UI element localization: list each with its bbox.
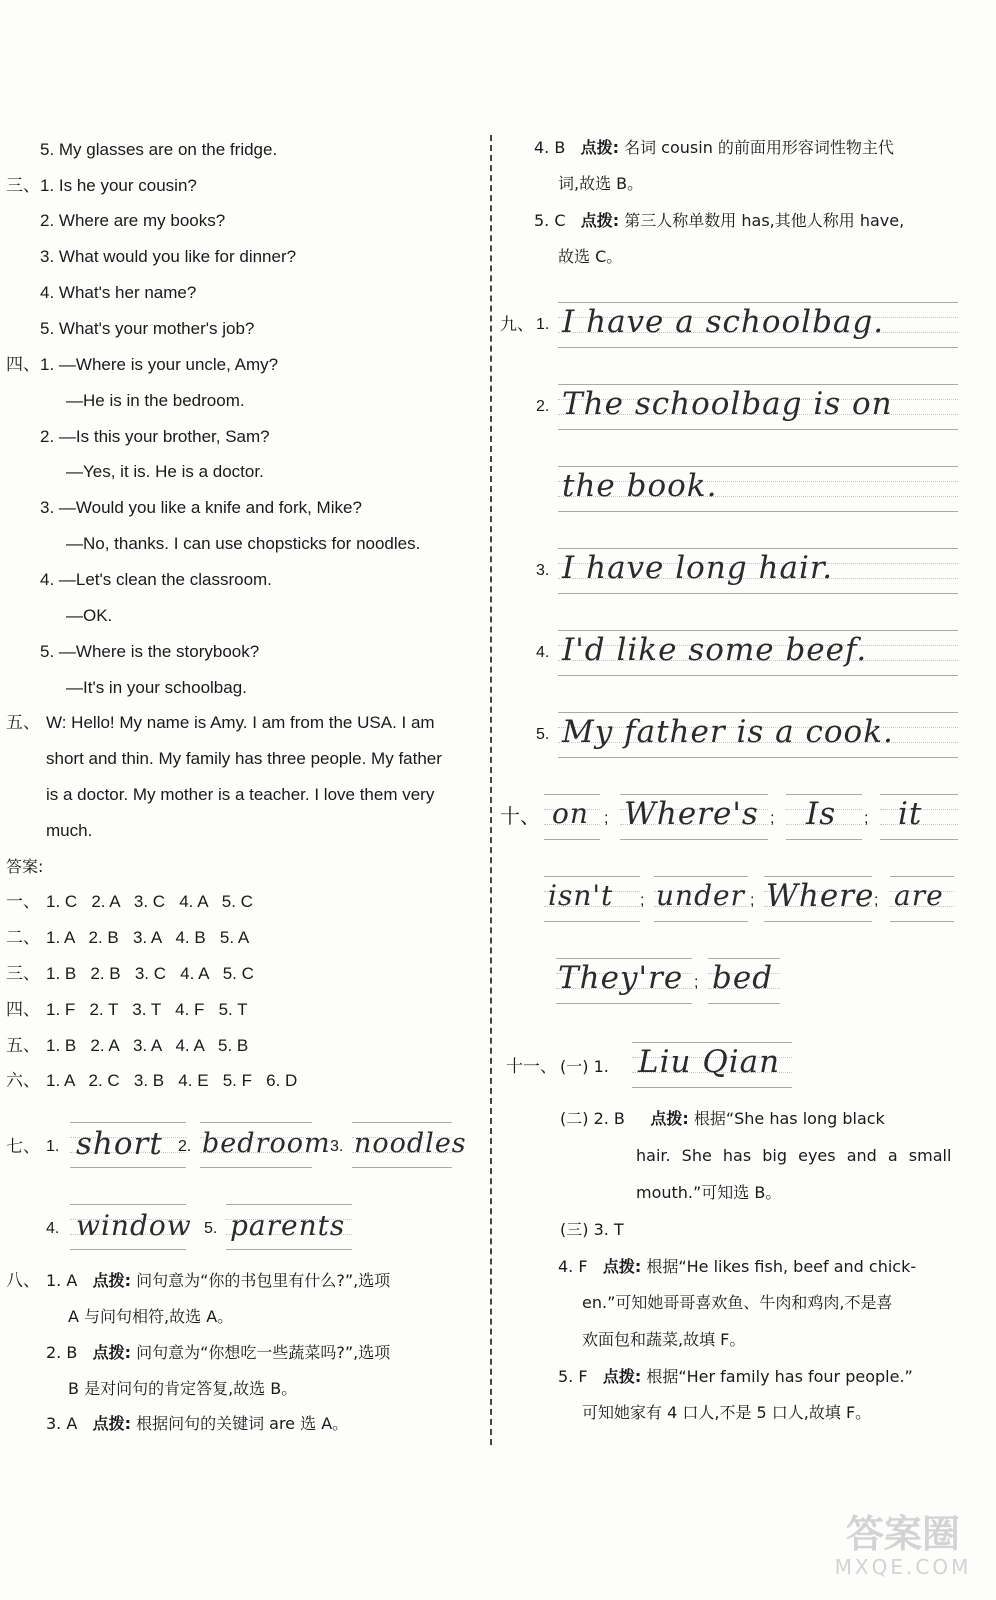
sec11-part-3: (三) 3. T xyxy=(560,1220,624,1239)
answer-row-1: 1. C 2. A 3. C 4. A 5. C xyxy=(46,892,253,911)
sec9-num: 2. xyxy=(536,398,550,415)
sec10-word: isn't xyxy=(548,879,614,912)
sec10-word: under xyxy=(656,879,745,912)
sec4-line: —No, thanks. I can use chopsticks for noodles. xyxy=(66,534,421,553)
sec11-part-2-line2: hair. She has big eyes and a small xyxy=(636,1146,952,1165)
item-head: 3. A xyxy=(46,1414,78,1433)
section-8-marker: 八、 xyxy=(6,1271,40,1290)
tip-body: 名词 cousin 的前面用形容词性物主代 xyxy=(624,138,894,157)
semicolon: ; xyxy=(874,892,879,909)
sec4-line: 2. —Is this your brother, Sam? xyxy=(40,427,270,446)
item-head: 4. B xyxy=(534,138,566,157)
sec9-sentence: My father is a cook. xyxy=(562,714,894,750)
sec8-item-1 xyxy=(46,1270,390,1292)
section-9-marker: 九、 xyxy=(500,315,534,334)
semicolon: ; xyxy=(640,892,645,909)
sec8-item-1-cont: A 与问句相符,故选 A。 xyxy=(68,1307,234,1326)
section-5-marker: 五、 xyxy=(6,713,40,732)
column-divider xyxy=(490,135,492,1445)
watermark-url: MXQE.COM xyxy=(834,1555,972,1579)
answer-row-2-marker: 二、 xyxy=(6,928,40,947)
tip-body: 根据问句的关键词 are 选 A。 xyxy=(136,1414,349,1433)
sec7-num: 1. xyxy=(46,1138,60,1155)
sec8-item-4 xyxy=(534,137,894,159)
sec3-item-1: 1. Is he your cousin? xyxy=(40,176,197,195)
tip-label: 点拨: xyxy=(92,1271,131,1290)
item-head: 4. F xyxy=(558,1257,588,1276)
sec11-part-2-line3: mouth.”可知选 B。 xyxy=(636,1183,782,1202)
sec8-item-5-cont: 故选 C。 xyxy=(558,247,623,266)
sec10-word: on xyxy=(552,797,589,830)
sec4-line: —Yes, it is. He is a doctor. xyxy=(66,462,264,481)
semicolon: ; xyxy=(864,810,869,827)
watermark-title: 答案圈 xyxy=(845,1512,960,1556)
tip-body: 问句意为“你的书包里有什么?”,选项 xyxy=(136,1271,391,1290)
tip-label: 点拨: xyxy=(602,1257,642,1276)
sec10-word: Where's xyxy=(624,796,759,832)
sec4-line: —It's in your schoolbag. xyxy=(66,678,247,697)
tip-body: 根据“He likes fish, beef and chick- xyxy=(646,1257,917,1276)
sec11-part-2 xyxy=(560,1108,885,1130)
section-3-marker: 三、 xyxy=(6,176,40,195)
sec11-part-1-label: (一) 1. xyxy=(560,1057,609,1076)
answer-row-6-marker: 六、 xyxy=(6,1071,40,1090)
sec9-num: 5. xyxy=(536,726,550,743)
sec7-num: 4. xyxy=(46,1220,60,1237)
sec11-item-4-line2: en.”可知她哥哥喜欢鱼、牛肉和鸡肉,不是喜 xyxy=(582,1293,893,1312)
sec10-word: are xyxy=(894,879,944,912)
tip-label: 点拨: xyxy=(580,138,619,157)
sec9-sentence: I have long hair. xyxy=(562,550,834,586)
sec10-word: Where xyxy=(766,878,875,914)
sec4-line: —He is in the bedroom. xyxy=(66,391,245,410)
sec7-num: 3. xyxy=(330,1138,344,1155)
sec10-word: it xyxy=(898,796,923,832)
sec7-num: 5. xyxy=(204,1220,218,1237)
item-head: 5. F xyxy=(558,1367,588,1386)
sec5-text-line: is a doctor. My mother is a teacher. I love them very xyxy=(46,785,435,804)
answer-row-2: 1. A 2. B 3. A 4. B 5. A xyxy=(46,928,250,947)
sec9-sentence: I'd like some beef. xyxy=(562,632,868,668)
section-7-marker: 七、 xyxy=(6,1137,40,1156)
sec8-item-2 xyxy=(46,1342,390,1364)
sec9-sentence: I have a schoolbag. xyxy=(562,304,885,340)
sec4-line: 5. —Where is the storybook? xyxy=(40,642,260,661)
sec3-item-2: 2. Where are my books? xyxy=(40,211,226,230)
sec7-word: short xyxy=(76,1126,163,1162)
answer-row-6: 1. A 2. C 3. B 4. E 5. F 6. D xyxy=(46,1071,298,1090)
item-head: 2. B xyxy=(46,1343,78,1362)
tip-label: 点拨: xyxy=(650,1109,689,1128)
tip-body: 问句意为“你想吃一些蔬菜吗?”,选项 xyxy=(136,1343,391,1362)
sec10-word: bed xyxy=(712,960,774,996)
section-11-marker: 十一、 xyxy=(506,1057,557,1076)
sec8-item-3 xyxy=(46,1413,348,1435)
answer-row-4-marker: 四、 xyxy=(6,1000,40,1019)
sec10-word: They're xyxy=(558,960,684,996)
item-head: 1. A xyxy=(46,1271,78,1290)
tip-label: 点拨: xyxy=(602,1367,642,1386)
tip-label: 点拨: xyxy=(92,1414,131,1433)
answer-row-1-marker: 一、 xyxy=(6,892,40,911)
sec4-line: 4. —Let's clean the classroom. xyxy=(40,570,272,589)
sec3-item-3: 3. What would you like for dinner? xyxy=(40,247,297,266)
sec11-item-4 xyxy=(558,1256,916,1278)
semicolon: ; xyxy=(770,810,775,827)
sec2-item-5: 5. My glasses are on the fridge. xyxy=(40,140,278,159)
tip-label: 点拨: xyxy=(92,1343,131,1362)
sec4-line: 1. —Where is your uncle, Amy? xyxy=(40,355,279,374)
sec3-item-4: 4. What's her name? xyxy=(40,283,197,302)
sec11-item-4-line3: 欢面包和蔬菜,故填 F。 xyxy=(582,1330,746,1349)
sec7-word: noodles xyxy=(354,1128,467,1159)
sec9-num: 1. xyxy=(536,316,550,333)
sec3-item-5: 5. What's your mother's job? xyxy=(40,319,255,338)
sec11-item-5 xyxy=(558,1366,913,1388)
sec8-item-5 xyxy=(534,210,904,232)
answer-row-3-marker: 三、 xyxy=(6,964,40,983)
sec5-text-line: W: Hello! My name is Amy. I am from the USA. I am xyxy=(46,713,435,732)
section-10-marker: 十、 xyxy=(500,806,540,828)
answer-row-3: 1. B 2. B 3. C 4. A 5. C xyxy=(46,964,254,983)
sec10-word: Is xyxy=(806,796,837,832)
sec7-num: 2. xyxy=(178,1138,192,1155)
item-head: (二) 2. B xyxy=(560,1109,625,1128)
item-head: 5. C xyxy=(534,211,566,230)
answer-row-4: 1. F 2. T 3. T 4. F 5. T xyxy=(46,1000,248,1019)
watermark-logo xyxy=(828,1512,978,1582)
answer-label: 答案: xyxy=(6,857,44,876)
sec7-word: window xyxy=(76,1209,192,1242)
tip-body: 根据“She has long black xyxy=(693,1109,885,1128)
sec9-sentence: the book. xyxy=(562,468,718,504)
answer-row-5: 1. B 2. A 3. A 4. A 5. B xyxy=(46,1036,249,1055)
sec9-num: 4. xyxy=(536,644,550,661)
sec7-word: parents xyxy=(230,1209,346,1242)
sec8-item-4-cont: 词,故选 B。 xyxy=(558,174,644,193)
answer-row-5-marker: 五、 xyxy=(6,1036,40,1055)
tip-body: 第三人称单数用 has,其他人称用 have, xyxy=(624,211,905,230)
tip-body: 根据“Her family has four people.” xyxy=(646,1367,913,1386)
sec5-text-line: short and thin. My family has three people. My father xyxy=(46,749,442,768)
sec5-text-line: much. xyxy=(46,821,93,840)
sec11-item-5-line2: 可知她家有 4 口人,不是 5 口人,故填 F。 xyxy=(582,1403,872,1422)
sec9-sentence: The schoolbag is on xyxy=(562,386,893,422)
semicolon: ; xyxy=(604,810,609,827)
sec4-line: 3. —Would you like a knife and fork, Mike? xyxy=(40,498,362,517)
sec9-num: 3. xyxy=(536,562,550,579)
section-4-marker: 四、 xyxy=(6,355,40,374)
semicolon: ; xyxy=(750,892,755,909)
tip-label: 点拨: xyxy=(580,211,620,230)
semicolon: ; xyxy=(694,974,699,991)
sec4-line: —OK. xyxy=(66,606,113,625)
sec7-word: bedroom xyxy=(202,1128,331,1159)
sec11-name: Liu Qian xyxy=(638,1044,781,1080)
sec8-item-2-cont: B 是对问句的肯定答复,故选 B。 xyxy=(68,1379,298,1398)
